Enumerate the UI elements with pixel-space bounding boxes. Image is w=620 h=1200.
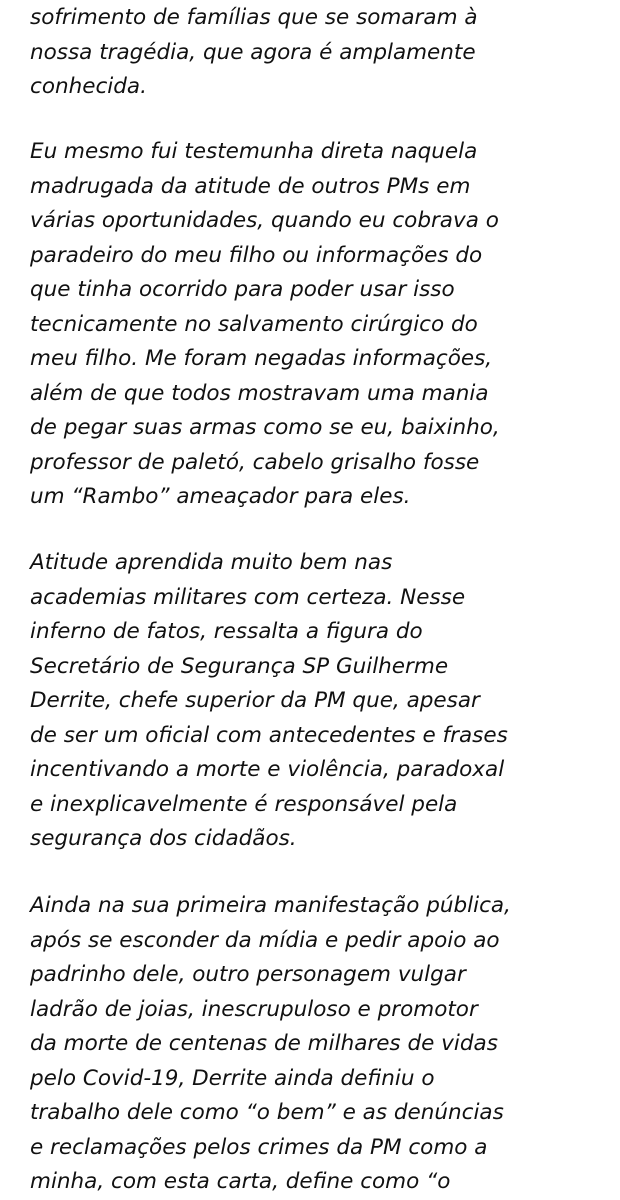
text-line: padrinho dele, outro personagem vulgar <box>30 962 466 987</box>
text-line: conhecida. <box>30 74 147 99</box>
paragraph-3 <box>30 546 508 857</box>
text-line: meu filho. Me foram negadas informações, <box>30 346 493 371</box>
text-line: incentivando a morte e violência, paradoxal <box>30 757 505 782</box>
paragraph-2 <box>30 135 500 515</box>
text-line: que tinha ocorrido para poder usar isso <box>30 277 455 302</box>
paragraph-4 <box>30 889 511 1200</box>
text-line: paradeiro do meu filho ou informações do <box>30 242 483 268</box>
text-line: Secretário de Segurança SP Guilherme <box>30 653 449 679</box>
text-line: além de que todos mostravam uma mania <box>30 380 489 406</box>
text-line: pelo Covid-19, Derrite ainda definiu o <box>30 1065 435 1091</box>
text-line: Eu mesmo fui testemunha direta naquela <box>30 139 478 164</box>
text-line: Atitude aprendida muito bem nas <box>30 550 393 575</box>
text-line: minha, com esta carta, define como “o <box>30 1169 451 1194</box>
text-line: da morte de centenas de milhares de vidas <box>30 1031 498 1056</box>
text-line: ladrão de joias, inescrupuloso e promotor <box>30 996 478 1022</box>
text-line: de ser um oficial com antecedentes e frases <box>30 722 508 748</box>
text-line: um “Rambo” ameaçador para eles. <box>30 484 411 509</box>
text-line: após se esconder da mídia e pedir apoio ao <box>30 927 500 953</box>
paragraph-1 <box>30 1 478 105</box>
text-line: de pegar suas armas como se eu, baixinho, <box>30 415 500 440</box>
text-line: Ainda na sua primeira manifestação pública, <box>30 893 511 918</box>
text-line: inferno de fatos, ressalta a figura do <box>30 619 423 644</box>
text-line: trabalho dele como “o bem” e as denúncias <box>30 1100 504 1125</box>
text-line: academias militares com certeza. Nesse <box>30 584 466 610</box>
text-line: nossa tragédia, que agora é amplamente <box>30 39 476 65</box>
text-line: madrugada da atitude de outros PMs em <box>30 173 471 199</box>
text-line: professor de paletó, cabelo grisalho fosse <box>30 449 480 475</box>
text-line: várias oportunidades, quando eu cobrava o <box>30 208 499 233</box>
text-line: Derrite, chefe superior da PM que, apesar <box>30 688 480 713</box>
text-line: e reclamações pelos crimes da PM como a <box>30 1134 488 1160</box>
text-line: sofrimento de famílias que se somaram à <box>30 5 478 30</box>
text-line: segurança dos cidadãos. <box>30 826 297 851</box>
text-line: tecnicamente no salvamento cirúrgico do <box>30 311 478 337</box>
text-line: e inexplicavelmente é responsável pela <box>30 791 458 817</box>
